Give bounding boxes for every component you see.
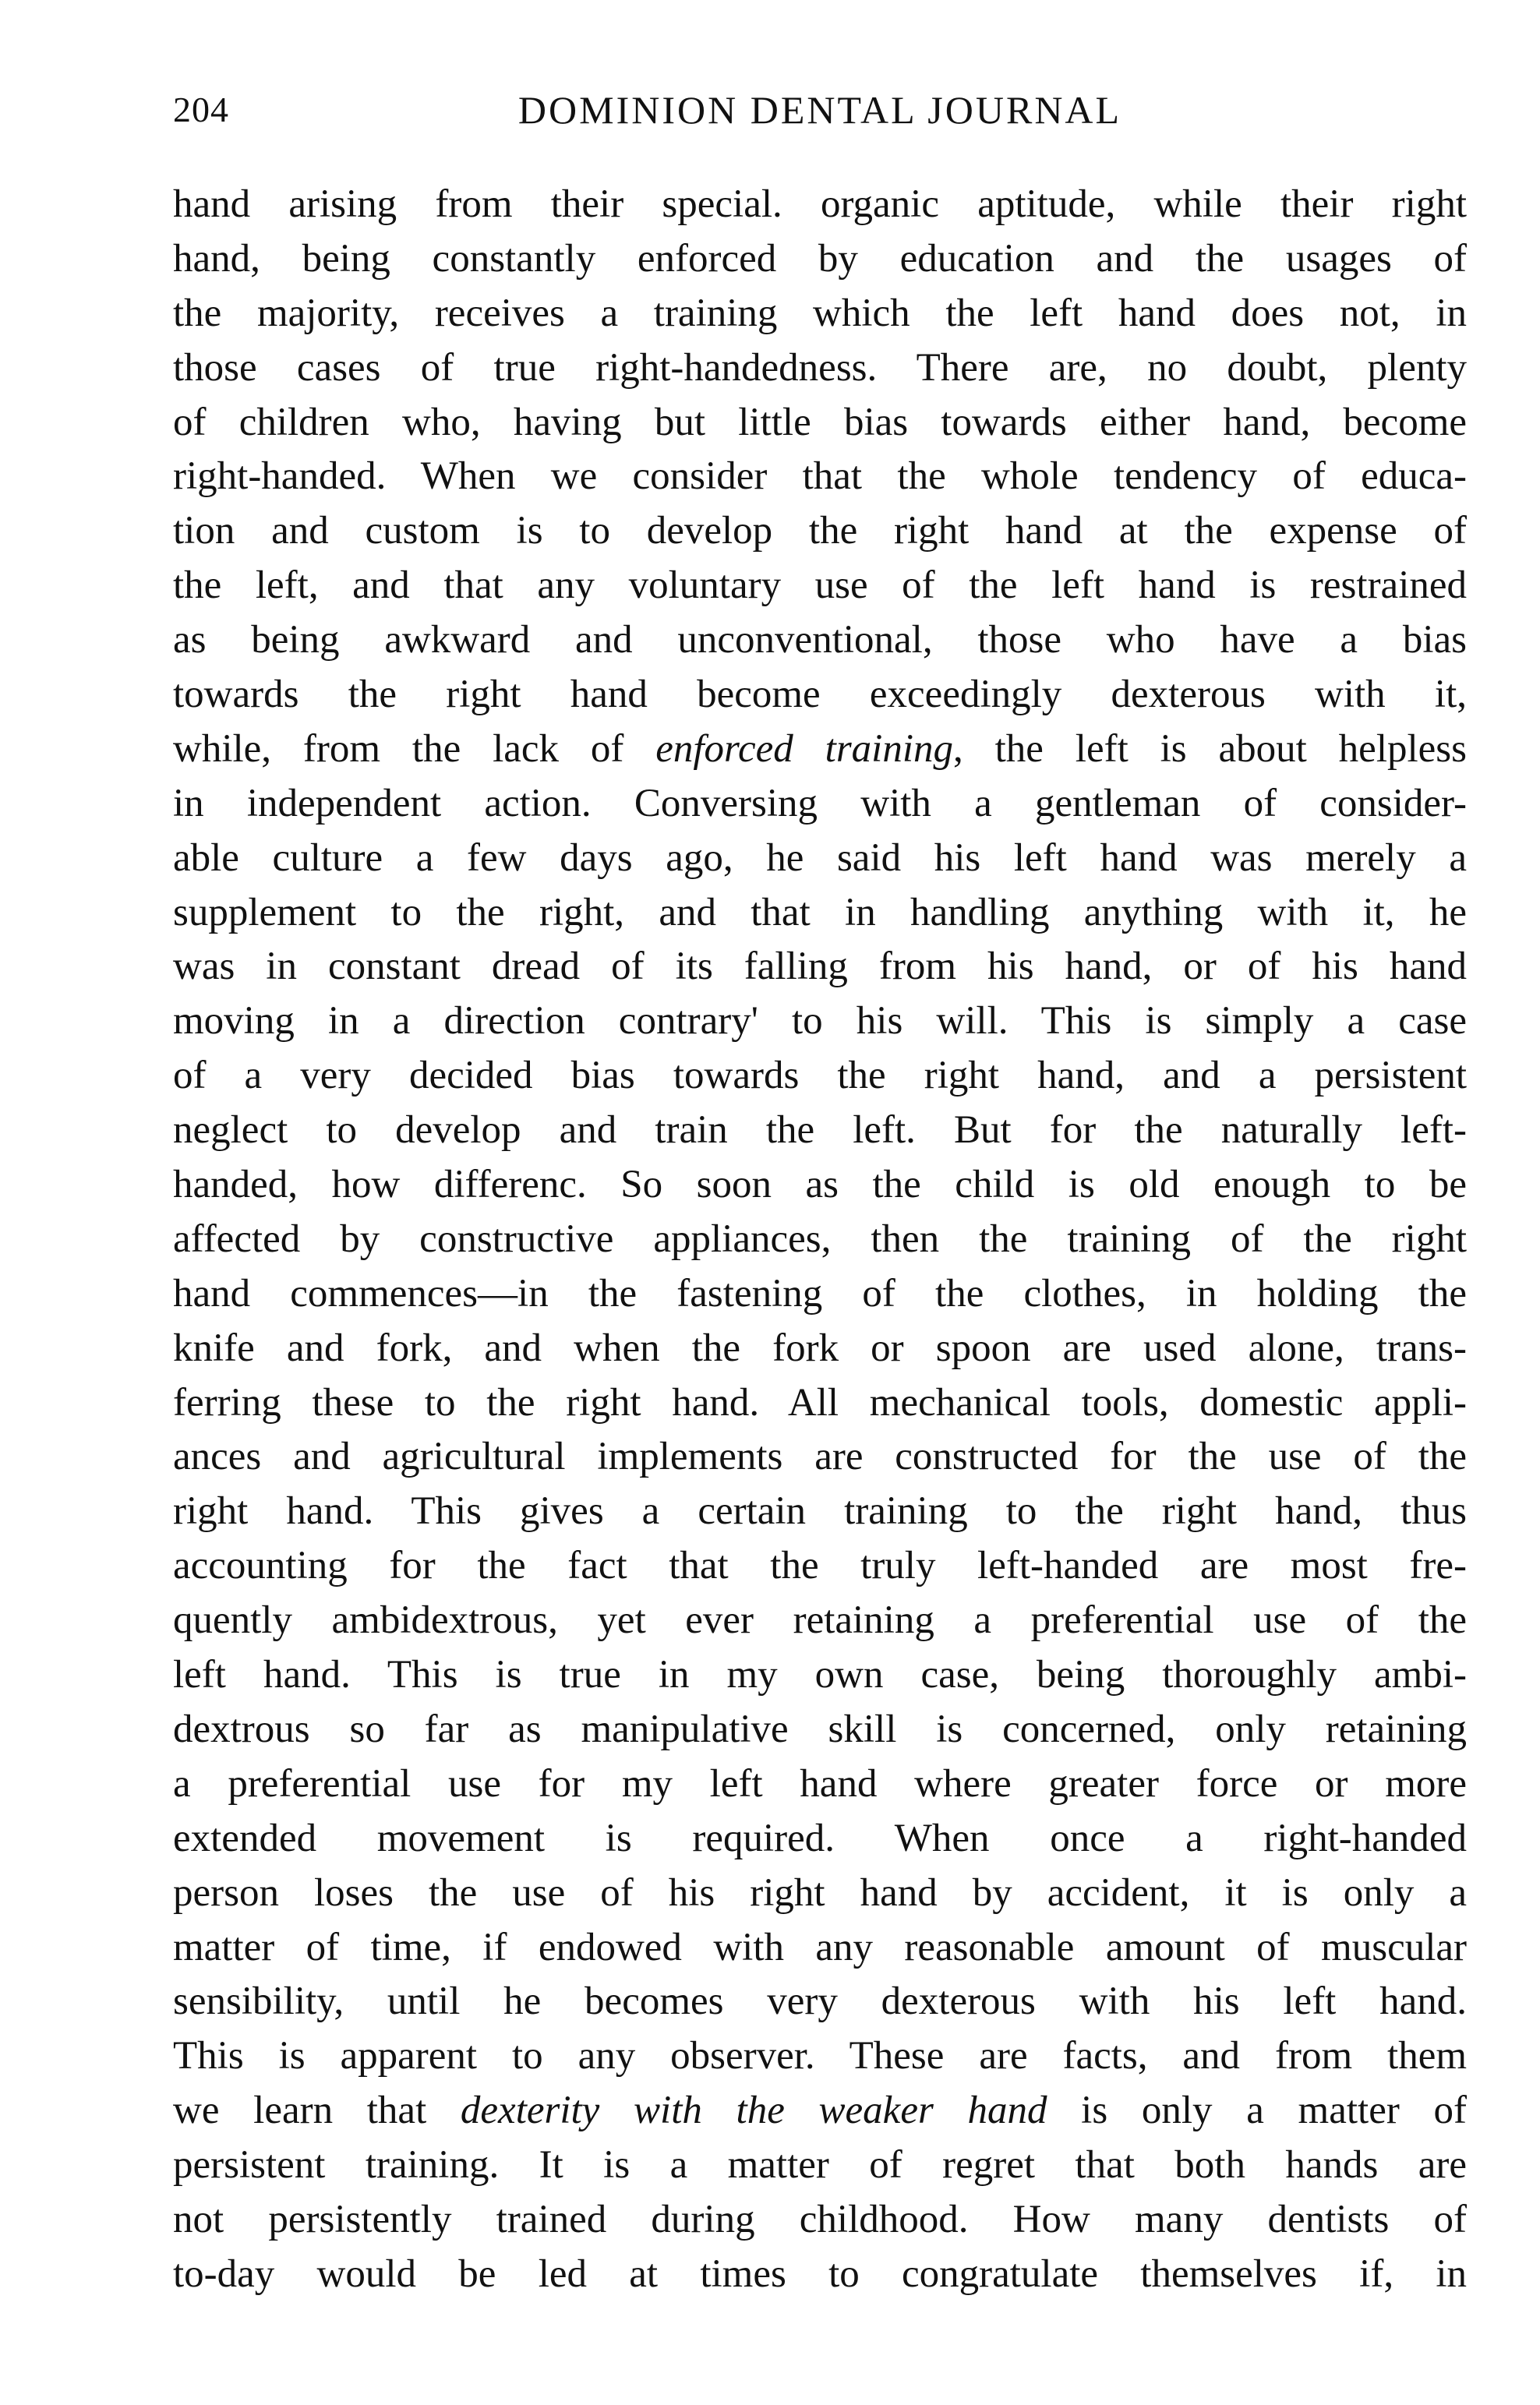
text-segment: accounting for the fact that the truly left-handed are most fre- [173,1544,1467,1588]
text-line [173,1703,1467,1757]
text-segment: affected by constructive appliances, then the training of the right [173,1217,1467,1261]
text-segment: persistent training. It is a matter of regret that both hands are [173,2143,1467,2188]
text-segment: as being awkward and unconventional, those who have a bias [173,618,1467,662]
text-line [173,2029,1467,2084]
text-line [173,2248,1467,2302]
text-line [173,1539,1467,1594]
text-line [173,1866,1467,1921]
text-segment: was in constant dread of its falling from his hand, or of his hand [173,945,1467,989]
running-head: DOMINION DENTAL JOURNAL [517,88,1122,132]
text-segment: of a very decided bias towards the right hand, and a persistent [173,1054,1467,1098]
text-segment: in independent action. Conversing with a gentleman of consider- [173,781,1467,825]
text-segment: we learn that [173,2089,461,2133]
text-segment: tion and custom is to develop the right hand at the expense of [173,509,1467,553]
text-segment: ances and agricultural implements are constructed for the use of the [173,1435,1467,1479]
text-segment: not persistently trained during childhood. How many dentists of [173,2197,1467,2241]
text-line [173,1594,1467,1648]
text-line [173,886,1467,941]
text-line [173,2138,1467,2193]
text-line [173,613,1467,668]
text-line [173,1485,1467,1539]
text-line [173,232,1467,287]
text-line [173,450,1467,504]
text-line [173,1158,1467,1213]
page-header [173,83,1467,137]
text-line [173,777,1467,832]
text-line [173,1322,1467,1376]
text-segment: right hand. This gives a certain training to the right hand, thus [173,1489,1467,1534]
text-segment: hand arising from their special. organic aptitude, while their right [173,182,1467,226]
text-segment: hand commences—in the fastening of the clothes, in holding the [173,1271,1467,1316]
text-segment: is only a matter of [1047,2089,1467,2133]
text-segment: This is apparent to any observer. These are facts, and from them [173,2034,1467,2078]
text-segment: ferring these to the right hand. All mechanical tools, domestic appli- [173,1380,1467,1425]
text-line [173,1267,1467,1322]
text-line [173,1376,1467,1431]
text-line [173,504,1467,559]
text-segment: a preferential use for my left hand where greater force or more [173,1761,1467,1806]
text-segment: matter of time, if endowed with any reasonable amount of muscular [173,1925,1467,1969]
page-number: 204 [173,90,229,129]
text-line [173,1812,1467,1866]
text-segment: person loses the use of his right hand by accident, it is only a [173,1870,1467,1915]
body-paragraph [173,178,1467,2302]
text-segment: those cases of true right-handedness. There are, no doubt, plenty [173,345,1467,390]
text-segment: knife and fork, and when the fork or spoon are used alone, trans- [173,1326,1467,1370]
text-line [173,668,1467,722]
text-segment: supplement to the right, and that in handling anything with it, he [173,890,1467,934]
text-line [173,2084,1467,2138]
text-line [173,178,1467,232]
text-segment: the left, and that any voluntary use of the left hand is restrained [173,563,1467,608]
text-line [173,1104,1467,1158]
text-line [173,2193,1467,2248]
text-line [173,1049,1467,1104]
text-segment: to-day would be led at times to congratulate themselves if, in [173,2251,1467,2296]
text-line [173,1757,1467,1812]
text-segment: hand, being constantly enforced by education and the usages of [173,236,1467,281]
text-line [173,722,1467,777]
text-line [173,559,1467,613]
text-segment: , the left is about helpless [953,726,1467,771]
text-line [173,940,1467,994]
text-line [173,396,1467,450]
text-line [173,1430,1467,1485]
text-line [173,832,1467,886]
text-line [173,1648,1467,1703]
text-segment: left hand. This is true in my own case, being thoroughly ambi- [173,1653,1467,1697]
text-line [173,1921,1467,1976]
text-segment: of children who, having but little bias towards either hand, become [173,400,1467,444]
text-segment: the majority, receives a training which the left hand does not, in [173,291,1467,335]
italic-phrase: dexterity with the weaker hand [460,2089,1047,2133]
text-segment: moving in a direction contrary' to his will. This is simply a case [173,999,1467,1044]
text-segment: able culture a few days ago, he said his left hand was merely a [173,835,1467,880]
text-line [173,287,1467,341]
italic-phrase: enforced training [655,726,954,771]
text-line [173,1213,1467,1267]
text-segment: quently ambidextrous, yet ever retaining a preferential use of the [173,1598,1467,1643]
text-segment: while, from the lack of [173,726,656,771]
text-segment: dextrous so far as manipulative skill is concerned, only retaining [173,1707,1467,1751]
text-segment: right-handed. When we consider that the whole tendency of educa- [173,454,1467,499]
text-segment: handed, how differenc. So soon as the child is old enough to be [173,1163,1467,1207]
text-segment: sensibility, until he becomes very dexterous with his left hand. [173,1979,1467,2024]
text-segment: extended movement is required. When once a right-handed [173,1816,1467,1860]
text-line [173,341,1467,396]
text-line [173,1975,1467,2029]
text-line [173,994,1467,1049]
text-segment: neglect to develop and train the left. But for the naturally left- [173,1108,1467,1153]
text-segment: towards the right hand become exceedingly dexterous with it, [173,673,1467,717]
